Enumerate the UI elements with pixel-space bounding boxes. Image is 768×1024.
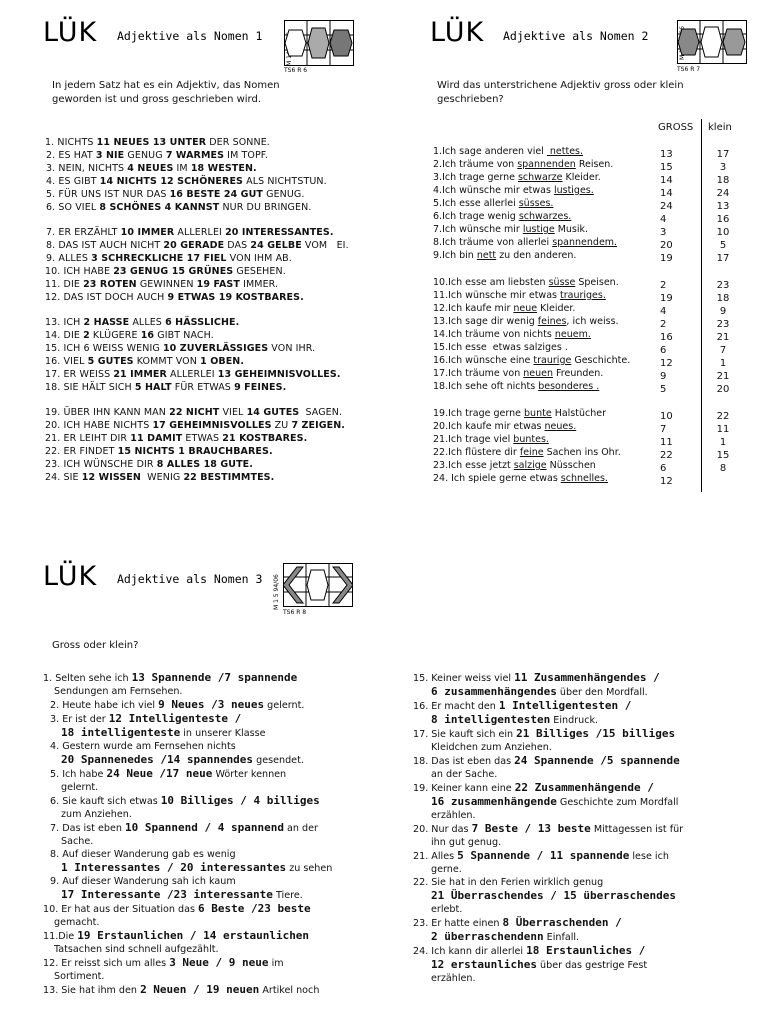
item-15: 15. Keiner weiss viel 11 Zusammenhängendes / 6 zusammenhängendes über den Mordfall. bbox=[413, 671, 660, 698]
sentence-19: 19. ÜBER IHN KANN MAN 22 NICHT VIEL 14 GUTES SAGEN. bbox=[45, 407, 343, 418]
item-24: 24. Ich kann dir allerlei 18 Erstaunliches / 12 erstaunliches über das gestrige Fest erzählen. bbox=[413, 944, 648, 984]
sentence-18: 18. SIE HÄLT SICH 5 HALT FÜR ETWAS 9 FEINES. bbox=[45, 382, 287, 393]
sentence-15: 15. ICH 6 WEISS WENIG 10 ZUVERLÄSSIGES VON IHR. bbox=[45, 343, 316, 354]
question-11: 11.Ich wünsche mir etwas trauriges. bbox=[433, 290, 606, 301]
question-8: 8.Ich träume von allerlei spannendem. bbox=[433, 237, 618, 248]
item-17: 17. Sie kauft sich ein 21 Billiges /15 billiges Kleidchen zum Anziehen. bbox=[413, 727, 676, 753]
sheet3-title: Adjektive als Nomen 3 bbox=[117, 572, 263, 586]
gross-1: 13 bbox=[660, 149, 673, 160]
item-19: 19. Keiner kann eine 22 Zusammenhängende / 16 zusammenhängende Geschichte zum Mordfall erzählen. bbox=[413, 781, 679, 821]
sentence-1: 1. NICHTS 11 NEUES 13 UNTER DER SONNE. bbox=[45, 137, 270, 148]
item-12: 12. Er reisst sich um alles 3 Neue / 9 neue im Sortiment. bbox=[43, 956, 284, 982]
sheet2-question-list bbox=[433, 145, 630, 485]
item-6: 6. Sie kauft sich etwas 10 Billiges / 4 billiges zum Anziehen. bbox=[50, 794, 320, 820]
klein-13: 23 bbox=[716, 319, 730, 330]
gross-numbers bbox=[660, 148, 690, 488]
sentence-6: 6. SO VIEL 8 SCHÖNES 4 KANNST NUR DU BRINGEN. bbox=[46, 202, 312, 213]
klein-18: 20 bbox=[716, 384, 730, 395]
gross-4: 14 bbox=[660, 188, 673, 199]
gross-5: 24 bbox=[660, 201, 673, 212]
gross-18: 5 bbox=[660, 384, 667, 395]
klein-9: 17 bbox=[716, 253, 730, 264]
gross-2: 15 bbox=[660, 162, 673, 173]
gross-12: 4 bbox=[660, 306, 667, 317]
sentence-24: 24. SIE 12 WISSEN WENIG 22 BESTIMMTES. bbox=[45, 472, 275, 483]
klein-3: 18 bbox=[716, 175, 730, 186]
question-3: 3.Ich trage gerne schwarze Kleider. bbox=[433, 172, 601, 183]
item-4: 4. Gestern wurde am Fernsehen nichts 20 Spannenedes /14 spannendes gesendet. bbox=[50, 741, 304, 766]
item-10: 10. Er hat aus der Situation das 6 Beste /23 beste gemacht. bbox=[43, 902, 311, 928]
gross-11: 19 bbox=[660, 293, 673, 304]
luk-logo-1: LÜK bbox=[43, 17, 98, 48]
gross-14: 16 bbox=[660, 332, 673, 343]
klein-17: 21 bbox=[716, 371, 730, 382]
question-19: 19.Ich trage gerne bunte Halstücher bbox=[433, 408, 607, 419]
sentence-11: 11. DIE 23 ROTEN GEWINNEN 19 FAST IMMER. bbox=[45, 279, 279, 290]
sheet1-sentence-list bbox=[45, 136, 349, 484]
klein-21: 1 bbox=[719, 437, 727, 448]
sentence-23: 23. ICH WÜNSCHE DIR 8 ALLES 18 GUTE. bbox=[45, 459, 253, 470]
question-20: 20.Ich kaufe mir etwas neues. bbox=[433, 421, 577, 432]
item-20: 20. Nur das 7 Beste / 13 beste Mittagessen ist für ihn gut genug. bbox=[413, 822, 684, 848]
gross-24: 12 bbox=[660, 476, 673, 487]
sentence-16: 16. VIEL 5 GUTES KOMMT VON 1 OBEN. bbox=[45, 356, 245, 367]
question-24: 24. Ich spiele gerne etwas schnelles. bbox=[433, 473, 608, 484]
question-22: 22.Ich flüstere dir feine Sachen ins Ohr. bbox=[433, 447, 621, 458]
question-7: 7.Ich wünsche mir lustige Musik. bbox=[433, 224, 589, 235]
question-21: 21.Ich trage viel buntes. bbox=[433, 434, 549, 445]
sheet1-intro: In jedem Satz hat es ein Adjektiv, das Nomen geworden ist und gross geschrieben wird. bbox=[52, 80, 280, 105]
sheet2-code-bottom: TS6 R 7 bbox=[677, 66, 701, 73]
gross-13: 2 bbox=[660, 319, 667, 330]
sentence-20: 20. ICH HABE NICHTS 17 GEHEIMNISVOLLES ZU 7 ZEIGEN. bbox=[45, 420, 346, 431]
item-13: 13. Sie hat ihm den 2 Neuen / 19 neuen Artikel noch bbox=[43, 983, 320, 996]
gross-3: 14 bbox=[660, 175, 673, 186]
col-gross-header: GROSS bbox=[658, 122, 694, 133]
item-7: 7. Das ist eben 10 Spannend / 4 spannend an der Sache. bbox=[50, 821, 318, 847]
sentence-2: 2. ES HAT 3 NIE GENUG 7 WARMES IM TOPF. bbox=[46, 150, 268, 161]
luk-pattern-icon-3 bbox=[283, 563, 353, 607]
luk-logo-2: LÜK bbox=[430, 17, 485, 48]
sheet3-intro: Gross oder klein? bbox=[52, 640, 139, 651]
sentence-14: 14. DIE 2 KLÜGERE 16 GIBT NACH. bbox=[45, 330, 214, 341]
sheet2-intro: Wird das unterstrichene Adjektiv gross oder klein geschrieben? bbox=[437, 80, 684, 105]
klein-12: 9 bbox=[719, 306, 727, 317]
item-5: 5. Ich habe 24 Neue /17 neue Wörter kennen gelernt. bbox=[50, 767, 287, 793]
item-8: 8. Auf dieser Wanderung gab es wenig 1 Interessantes / 20 interessantes zu sehen bbox=[50, 849, 333, 874]
sentence-12: 12. DAS IST DOCH AUCH 9 ETWAS 19 KOSTBARES. bbox=[45, 292, 304, 303]
item-22: 22. Sie hat in den Ferien wirklich genug 21 Überraschendes / 15 überraschendes erlebt. bbox=[413, 877, 677, 915]
question-14: 14.Ich träume von nichts neuem. bbox=[433, 329, 591, 340]
klein-14: 21 bbox=[716, 332, 730, 343]
sentence-17: 17. ER WEISS 21 IMMER ALLERLEI 13 GEHEIMNISVOLLES. bbox=[45, 369, 341, 380]
sentence-3: 3. NEIN, NICHTS 4 NEUES IM 18 WESTEN. bbox=[46, 163, 257, 174]
sheet1-title: Adjektive als Nomen 1 bbox=[117, 29, 263, 43]
item-2: 2. Heute habe ich viel 9 Neues /3 neues gelernt. bbox=[50, 698, 305, 711]
luk-logo-3: LÜK bbox=[43, 561, 98, 592]
sheet3-right-list bbox=[413, 671, 753, 985]
klein-16: 1 bbox=[719, 358, 727, 369]
question-4: 4.Ich wünsche mir etwas lustiges. bbox=[433, 185, 594, 196]
klein-10: 23 bbox=[716, 280, 730, 291]
sentence-8: 8. DAS IST AUCH NICHT 20 GERADE DAS 24 GELBE VOM EI. bbox=[46, 240, 349, 251]
gross-8: 20 bbox=[660, 240, 673, 251]
item-1: 1. Selten sehe ich 13 Spannende /7 spannende Sendungen am Fernsehen. bbox=[43, 671, 298, 697]
sentence-7: 7. ER ERZÄHLT 10 IMMER ALLERLEI 20 INTERESSANTES. bbox=[46, 227, 334, 238]
item-18: 18. Das ist eben das 24 Spannende /5 spannende an der Sache. bbox=[413, 754, 680, 780]
klein-7: 10 bbox=[716, 227, 730, 238]
sheet1-code-bottom: TS6 R 6 bbox=[284, 67, 308, 74]
luk-pattern-icon-2 bbox=[677, 20, 747, 64]
gross-21: 11 bbox=[660, 437, 673, 448]
sheet3-code-bottom: TS6 R 8 bbox=[283, 609, 307, 616]
item-21: 21. Alles 5 Spannende / 11 spannende lese ich gerne. bbox=[413, 849, 669, 875]
question-1: 1.Ich sage anderen viel nettes. bbox=[433, 146, 584, 157]
gross-9: 19 bbox=[660, 253, 673, 264]
sentence-4: 4. ES GIBT 14 NICHTS 12 SCHÖNERES ALS NICHTSTUN. bbox=[46, 176, 327, 187]
sentence-22: 22. ER FINDET 15 NICHTS 1 BRAUCHBARES. bbox=[45, 446, 273, 457]
question-10: 10.Ich esse am liebsten süsse Speisen. bbox=[433, 277, 619, 288]
klein-22: 15 bbox=[716, 450, 730, 461]
gross-23: 6 bbox=[660, 463, 667, 474]
gross-22: 22 bbox=[660, 450, 673, 461]
gross-6: 4 bbox=[660, 214, 667, 225]
sheet3-code-vertical: M 1 5 94/06 bbox=[273, 574, 280, 610]
klein-1: 17 bbox=[716, 149, 730, 160]
gross-16: 12 bbox=[660, 358, 673, 369]
sentence-9: 9. ALLES 3 SCHRECKLICHE 17 FIEL VON IHM AB. bbox=[46, 253, 292, 264]
question-6: 6.Ich trage wenig schwarzes. bbox=[433, 211, 572, 222]
item-16: 16. Er macht den 1 Intelligentesten / 8 intelligentesten Eindruck. bbox=[413, 699, 632, 726]
col-klein-header: klein bbox=[708, 122, 732, 133]
klein-19: 22 bbox=[716, 411, 730, 422]
klein-2: 3 bbox=[719, 162, 727, 173]
sheet2-title: Adjektive als Nomen 2 bbox=[503, 29, 649, 43]
gross-17: 9 bbox=[660, 371, 667, 382]
gross-20: 7 bbox=[660, 424, 667, 435]
klein-20: 11 bbox=[716, 424, 730, 435]
question-17: 17.Ich träume von neuen Freunden. bbox=[433, 368, 604, 379]
gross-10: 2 bbox=[660, 280, 667, 291]
klein-numbers bbox=[708, 148, 738, 475]
klein-4: 24 bbox=[716, 188, 730, 199]
question-5: 5.Ich esse allerlei süsses. bbox=[433, 198, 554, 209]
item-3: 3. Er ist der 12 Intelligenteste / 18 intelligenteste in unserer Klasse bbox=[50, 712, 266, 739]
gross-7: 3 bbox=[660, 227, 667, 238]
gross-15: 6 bbox=[660, 345, 667, 356]
question-23: 23.Ich esse jetzt salzige Nüsschen bbox=[433, 460, 596, 471]
luk-pattern-icon-1 bbox=[284, 20, 354, 66]
sentence-5: 5. FÜR UNS IST NUR DAS 16 BESTE 24 GUT GENUG. bbox=[46, 189, 305, 200]
klein-15: 7 bbox=[719, 345, 727, 356]
column-divider bbox=[701, 119, 702, 492]
sentence-10: 10. ICH HABE 23 GENUG 15 GRÜNES GESEHEN. bbox=[45, 266, 286, 277]
question-12: 12.Ich kaufe mir neue Kleider. bbox=[433, 303, 576, 314]
gross-19: 10 bbox=[660, 411, 673, 422]
sentence-21: 21. ER LEIHT DIR 11 DAMIT ETWAS 21 KOSTBARES. bbox=[45, 433, 308, 444]
klein-8: 5 bbox=[719, 240, 727, 251]
klein-5: 13 bbox=[716, 201, 730, 212]
question-13: 13.Ich sage dir wenig feines, ich weiss. bbox=[433, 316, 619, 327]
sheet3-left-list bbox=[43, 671, 388, 997]
question-16: 16.Ich wünsche eine traurige Geschichte. bbox=[433, 355, 631, 366]
question-15: 15.Ich esse etwas salziges . bbox=[433, 342, 568, 353]
item-11: 11.Die 19 Erstaunlichen / 14 erstaunlichen Tatsachen sind schnell aufgezählt. bbox=[43, 929, 310, 955]
klein-6: 16 bbox=[716, 214, 730, 225]
question-2: 2.Ich träume von spannenden Reisen. bbox=[433, 159, 614, 170]
sentence-13: 13. ICH 2 HASSE ALLES 6 HÄSSLICHE. bbox=[45, 317, 240, 328]
item-23: 23. Er hatte einen 8 Überraschenden / 2 überraschendenn Einfall. bbox=[413, 916, 622, 943]
question-18: 18.Ich sehe oft nichts besonderes . bbox=[433, 381, 600, 392]
item-9: 9. Auf dieser Wanderung sah ich kaum 17 Interessante /23 interessante Tiere. bbox=[50, 876, 303, 901]
klein-23: 8 bbox=[719, 463, 727, 474]
question-9: 9.Ich bin nett zu den anderen. bbox=[433, 250, 577, 261]
klein-11: 18 bbox=[716, 293, 730, 304]
